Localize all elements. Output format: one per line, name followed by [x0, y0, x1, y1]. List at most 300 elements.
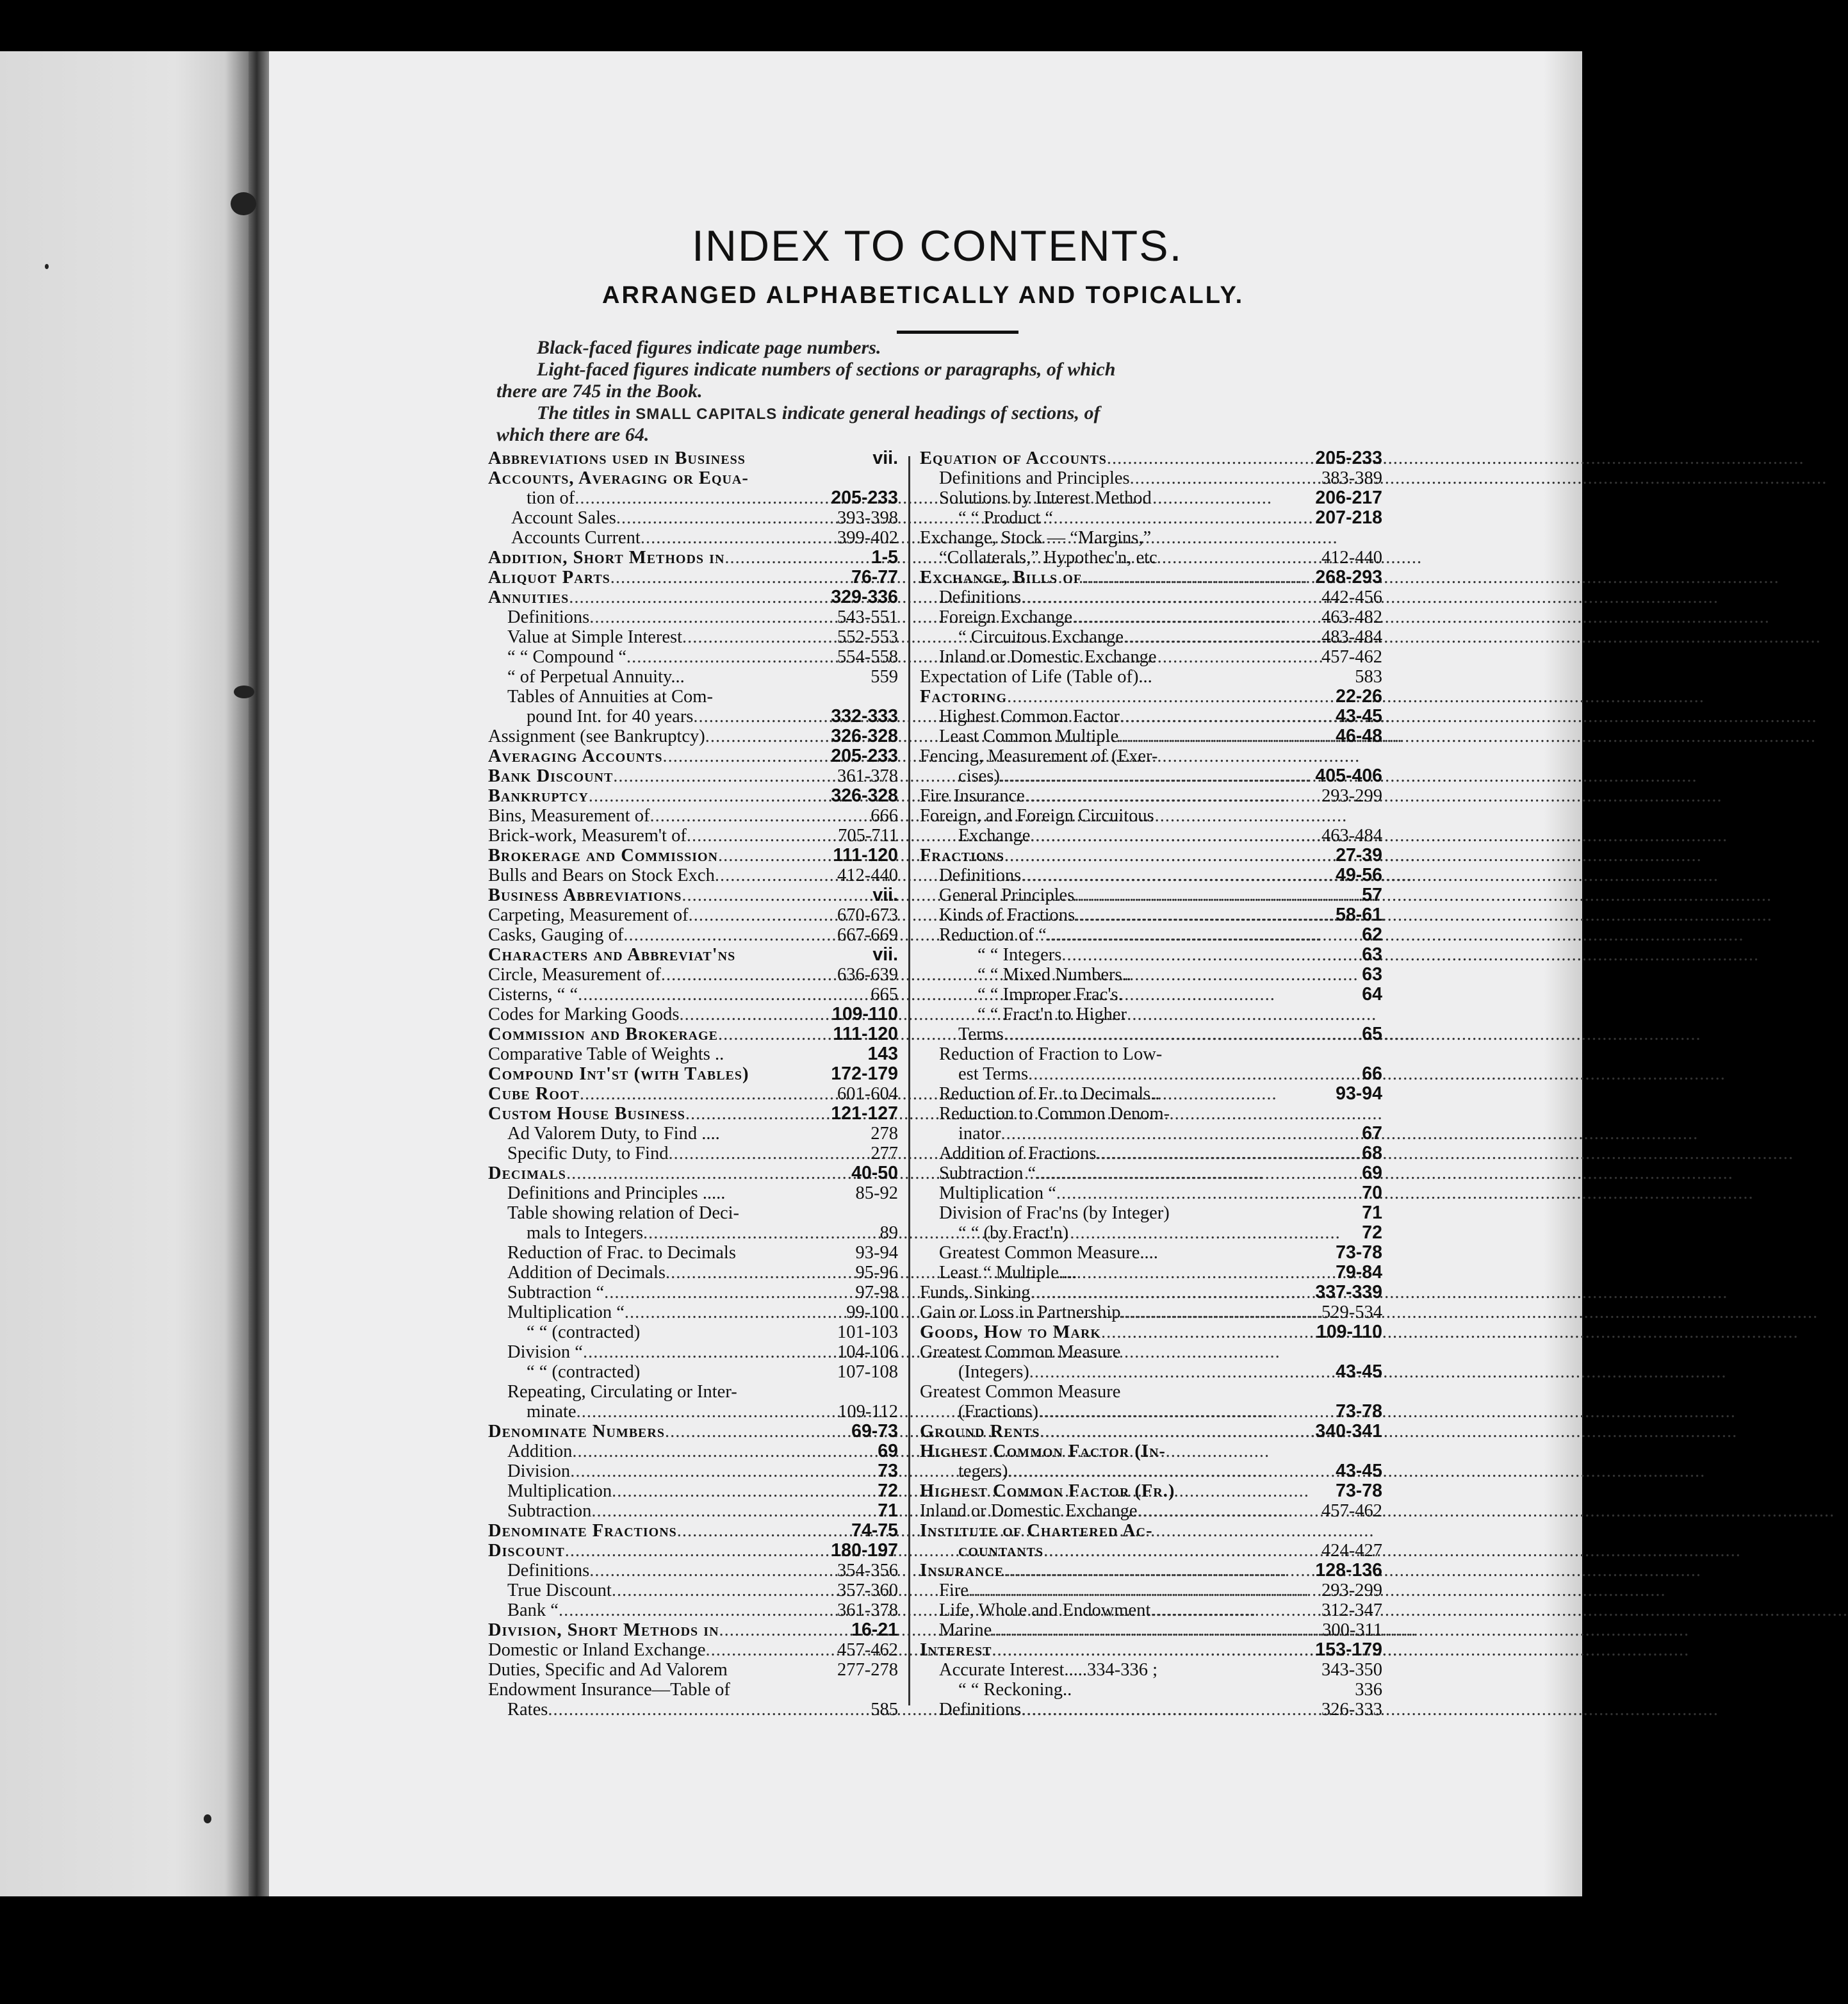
entry-label: Decimals [488, 1163, 566, 1183]
index-entry [920, 1005, 1382, 1024]
entry-label: Ground Rents [920, 1422, 1040, 1441]
entry-label: Bankruptcy [488, 786, 589, 806]
dot-leader [1120, 707, 1334, 727]
dot-leader [575, 488, 830, 508]
dot-leader [1157, 746, 1381, 766]
entry-page-ref: 343-350 [1321, 1660, 1382, 1680]
entry-label: Least Common Multiple [939, 727, 1119, 746]
entry-label: “ “ Fract'n to Higher [977, 1005, 1127, 1024]
dot-leader [687, 826, 837, 846]
index-entry [488, 1342, 898, 1362]
entry-page-ref: 67 [1362, 1123, 1382, 1144]
entry-page-ref: vii. [872, 944, 898, 965]
dot-leader [613, 766, 836, 786]
entry-page-ref: 180-197 [831, 1540, 898, 1561]
entry-page-ref: 99-100 [846, 1302, 898, 1322]
entry-page-ref: 670-673 [837, 905, 898, 925]
index-entry [488, 1521, 898, 1541]
dot-leader [1138, 1501, 1320, 1521]
dot-leader [1008, 1461, 1335, 1481]
index-entry [488, 1104, 898, 1124]
dot-leader [626, 647, 836, 667]
entry-label: Averaging Accounts [488, 746, 663, 766]
entry-page-ref: 552-553 [837, 627, 898, 647]
entry-page-ref: 65 [1362, 1024, 1382, 1044]
dot-leader [643, 1223, 878, 1243]
dot-leader [1021, 1700, 1320, 1720]
entry-page-ref: 332-333 [831, 706, 898, 727]
entry-page-ref [897, 1382, 898, 1402]
index-entry [920, 1223, 1382, 1243]
index-entry [488, 1481, 898, 1501]
entry-label: Fire Insurance [920, 786, 1025, 806]
entry-label: Value at Simple Interest [507, 627, 683, 647]
index-entry [488, 607, 898, 627]
index-entry [920, 866, 1382, 885]
entry-page-ref: 393-398 [837, 508, 898, 528]
entry-page-ref: 463-482 [1321, 607, 1382, 627]
entry-page-ref: 43-45 [1336, 1361, 1382, 1382]
entry-label: Table showing relation of Deci- [507, 1203, 740, 1223]
index-entry [488, 707, 898, 727]
entry-page-ref: 73-78 [1336, 1481, 1382, 1501]
dot-leader [589, 607, 836, 627]
entry-label: Marine [939, 1620, 992, 1640]
title-rule [897, 331, 1018, 334]
dot-leader [1153, 1521, 1381, 1541]
index-entry [920, 1044, 1382, 1064]
entry-page-ref: 293-299 [1321, 786, 1382, 806]
dot-leader [1170, 1104, 1381, 1124]
entry-label: Abbreviations used in Business [488, 448, 746, 468]
note-line [537, 402, 1100, 425]
dot-leader [576, 1402, 837, 1422]
index-entry [488, 1422, 898, 1441]
index-entry [920, 548, 1382, 568]
entry-page-ref: 665 [871, 985, 898, 1005]
entry-page-ref [1381, 1104, 1382, 1124]
entry-page-ref: 72 [1362, 1222, 1382, 1243]
dot-leader [663, 746, 830, 766]
dot-leader [713, 687, 897, 707]
index-entry [488, 568, 898, 587]
entry-page-ref: 58-61 [1336, 905, 1382, 925]
entry-label: “ Circuitous Exchange [958, 627, 1124, 647]
entry-page-ref: 278 [871, 1124, 898, 1144]
dot-leader [1120, 1342, 1381, 1362]
index-entry [920, 1024, 1382, 1044]
index-entry [920, 1183, 1382, 1203]
entry-page-ref: 1-5 [871, 547, 898, 568]
entry-label: Definitions [507, 607, 590, 627]
dot-leader [589, 1561, 836, 1581]
index-entry [488, 925, 898, 945]
entry-label: Interest [920, 1640, 992, 1660]
entry-label: Compound Int'st (with Tables) [488, 1064, 749, 1084]
entry-page-ref: 143 [867, 1044, 898, 1064]
entry-page-ref: 128-136 [1315, 1560, 1382, 1581]
dot-leader [715, 866, 836, 885]
entry-page-ref: 101-103 [837, 1322, 898, 1342]
index-entry [920, 1104, 1382, 1124]
entry-page-ref: 93-94 [1336, 1083, 1382, 1104]
entry-page-ref [1381, 806, 1382, 826]
entry-page-ref: 554-558 [837, 647, 898, 667]
index-entry [488, 1461, 898, 1481]
dot-leader [737, 1382, 897, 1402]
entry-label: “ “ Improper Frac's. [977, 985, 1123, 1005]
entry-page-ref: 442-456 [1321, 587, 1382, 607]
entry-page-ref: 66 [1362, 1064, 1382, 1084]
index-entry [488, 687, 898, 707]
index-entry [488, 1024, 898, 1044]
index-entry [488, 1581, 898, 1600]
note-text: The titles in [537, 402, 631, 423]
entry-label: Discount [488, 1541, 565, 1561]
index-entry [920, 528, 1382, 548]
dot-leader [1157, 647, 1320, 667]
entry-label: Highest Common Factor [939, 707, 1120, 727]
entry-label: Casks, Gauging of [488, 925, 624, 945]
dot-leader [1096, 1144, 1361, 1163]
entry-page-ref: 529-534 [1321, 1302, 1382, 1322]
entry-page-ref [1381, 1382, 1382, 1402]
entry-page-ref: 43-45 [1336, 706, 1382, 727]
dot-leader [1166, 1441, 1381, 1461]
entry-page-ref: 354-356 [837, 1561, 898, 1581]
index-entry [920, 925, 1382, 945]
entry-page-ref: 705-711 [838, 826, 898, 846]
index-entry [488, 1005, 898, 1024]
entry-page-ref: 383-389 [1321, 468, 1382, 488]
ink-speck [204, 1814, 211, 1823]
entry-page-ref [1381, 1044, 1382, 1064]
entry-label: Reduction of “ [939, 925, 1047, 945]
index-entry [920, 1064, 1382, 1084]
dot-leader [720, 1124, 870, 1144]
entry-label: Cisterns, “ “ [488, 985, 578, 1005]
entry-page-ref [1381, 1441, 1382, 1461]
index-entry [488, 1144, 898, 1163]
index-entry [920, 1402, 1382, 1422]
dot-leader [1170, 1203, 1361, 1223]
index-entry [920, 667, 1382, 687]
dot-leader [1157, 1660, 1320, 1680]
index-entry [920, 1441, 1382, 1461]
index-column-right [920, 448, 1382, 1720]
entry-page-ref: 457-462 [1321, 647, 1382, 667]
dot-leader [1043, 1541, 1320, 1561]
dot-leader [1074, 885, 1361, 905]
dot-leader [1157, 548, 1320, 568]
entry-label: Cube Root [488, 1084, 580, 1104]
dot-leader [666, 1263, 854, 1283]
dot-leader [1123, 985, 1361, 1005]
entry-label: Subtraction “ [507, 1283, 605, 1302]
entry-label: tion of [527, 488, 575, 508]
dot-leader [569, 587, 830, 607]
entry-page-ref: 74-75 [851, 1520, 898, 1541]
entry-label: Division, Short Methods in [488, 1620, 719, 1640]
dot-leader [1162, 1044, 1381, 1064]
dot-leader [1131, 965, 1361, 985]
dot-leader [566, 1163, 850, 1183]
dot-leader [1036, 1163, 1361, 1183]
dot-leader [705, 727, 830, 746]
dot-leader [1077, 1263, 1334, 1283]
dot-leader [589, 786, 830, 806]
entry-label: Endowment Insurance—Table of [488, 1680, 730, 1700]
entry-label: Rates [507, 1700, 548, 1720]
entry-label: “ “ Integers [977, 945, 1062, 965]
index-entry [488, 1402, 898, 1422]
dot-leader [749, 468, 897, 488]
entry-page-ref: 111-120 [833, 1024, 898, 1044]
entry-label: “ “ (by Fract'n) [958, 1223, 1069, 1243]
entry-label: Subtraction “ [939, 1163, 1036, 1183]
dot-leader [1150, 1600, 1320, 1620]
index-entry [920, 766, 1382, 786]
index-entry [920, 1362, 1382, 1382]
entry-page-ref [1381, 1005, 1382, 1024]
dot-leader [578, 985, 869, 1005]
index-entry [920, 587, 1382, 607]
index-entry [488, 1044, 898, 1064]
dot-leader [668, 1144, 869, 1163]
entry-page-ref: 69-73 [851, 1421, 898, 1441]
entry-page-ref: 69 [1362, 1163, 1382, 1183]
dot-leader [661, 965, 836, 985]
dot-leader [1004, 1024, 1361, 1044]
index-entry [488, 1640, 898, 1660]
entry-label: Annuities [488, 587, 569, 607]
dot-leader [728, 1660, 836, 1680]
dot-leader [1053, 508, 1314, 528]
entry-label: Kinds of Fractions [939, 905, 1075, 925]
ink-blot [231, 192, 256, 215]
entry-page-ref: 361-378 [837, 766, 898, 786]
entry-page-ref: 293-299 [1321, 1581, 1382, 1600]
entry-label: “ “ Compound “ [507, 647, 627, 667]
entry-page-ref: 326-333 [1321, 1700, 1382, 1720]
entry-page-ref: 109-110 [831, 1004, 898, 1024]
index-entry [920, 1144, 1382, 1163]
dot-leader [612, 1481, 876, 1501]
book-gutter [249, 51, 269, 1896]
entry-label: Definitions [507, 1561, 590, 1581]
dot-leader [1107, 448, 1314, 468]
dot-leader [1120, 1382, 1381, 1402]
dot-leader [730, 1680, 897, 1700]
entry-page-ref: 326-328 [831, 785, 898, 806]
entry-label: Comparative Table of Weights .. [488, 1044, 724, 1064]
dot-leader [1072, 607, 1320, 627]
entry-page-ref: 583 [1355, 667, 1382, 687]
index-entry [920, 1600, 1382, 1620]
entry-label: Equation of Accounts [920, 448, 1107, 468]
entry-page-ref: 206-217 [1315, 488, 1382, 508]
entry-label: Accounts, Averaging or Equa- [488, 468, 749, 488]
index-entry [488, 1283, 898, 1302]
index-entry [488, 1441, 898, 1461]
note-line: which there are 64. [496, 424, 650, 445]
dot-leader [640, 1362, 836, 1382]
index-entry [488, 1302, 898, 1322]
entry-page-ref: 268-293 [1315, 567, 1382, 587]
index-entry [488, 885, 898, 905]
dot-leader [736, 1243, 854, 1263]
entry-label: Division [507, 1461, 571, 1481]
entry-page-ref: 109-110 [1316, 1322, 1382, 1342]
entry-page-ref: 153-179 [1315, 1639, 1382, 1660]
entry-label: Foreign, and Foreign Circuitous [920, 806, 1154, 826]
entry-page-ref: 64 [1362, 984, 1382, 1005]
entry-label: Division “ [507, 1342, 583, 1362]
entry-page-ref: 68 [1362, 1143, 1382, 1163]
entry-page-ref: 559 [871, 667, 898, 687]
dot-leader [719, 1620, 851, 1640]
entry-label: Domestic or Inland Exchange [488, 1640, 706, 1660]
dot-leader [693, 707, 830, 727]
page-title: INDEX TO CONTENTS. [692, 222, 1183, 270]
dot-leader [1075, 905, 1334, 925]
entry-label: cises) [958, 766, 1000, 786]
dot-leader [1068, 1223, 1361, 1243]
index-entry [920, 1203, 1382, 1223]
index-entry [488, 1680, 898, 1700]
dot-leader [1175, 1481, 1334, 1501]
dot-leader [641, 528, 836, 548]
entry-page-ref: 109-112 [838, 1402, 898, 1422]
facing-blank-page [0, 51, 250, 1896]
entry-page-ref [1381, 1342, 1382, 1362]
dot-leader [625, 1302, 845, 1322]
entry-label: Inland or Domestic Exchange [939, 647, 1157, 667]
entry-page-ref: 62 [1362, 924, 1382, 945]
dot-leader [1124, 627, 1320, 647]
ink-speck [45, 264, 49, 269]
index-entry [488, 1660, 898, 1680]
index-entry [920, 687, 1382, 707]
entry-label: Highest Common Factor (Fr.) [920, 1481, 1175, 1501]
index-entry [488, 548, 898, 568]
entry-label: Subtraction [507, 1501, 592, 1521]
entry-page-ref: 205-233 [831, 488, 898, 508]
entry-label: est Terms [958, 1064, 1029, 1084]
entry-page-ref: 207-218 [1315, 507, 1382, 528]
entry-page-ref: 63 [1362, 964, 1382, 985]
entry-label: Addition of Fractions [939, 1144, 1097, 1163]
dot-leader [1056, 1183, 1361, 1203]
dot-leader [1000, 766, 1314, 786]
dot-leader [1151, 528, 1381, 548]
index-entry [920, 1163, 1382, 1183]
entry-page-ref: 73 [878, 1461, 898, 1481]
index-entry [488, 1700, 898, 1720]
entry-label: Bins, Measurement of [488, 806, 650, 826]
index-entry [488, 866, 898, 885]
entry-page-ref: 46-48 [1336, 726, 1382, 746]
dot-leader [739, 1203, 897, 1223]
dot-leader [685, 667, 869, 687]
index-entry [920, 1581, 1382, 1600]
entry-label: Multiplication [507, 1481, 612, 1501]
entry-page-ref: 172-179 [831, 1064, 898, 1084]
index-entry [488, 488, 898, 508]
index-entry [920, 707, 1382, 727]
entry-label: Repeating, Circulating or Inter- [507, 1382, 737, 1402]
entry-label: Definitions and Principles ..... [507, 1183, 726, 1203]
index-entry [920, 1541, 1382, 1561]
index-entry [920, 1481, 1382, 1501]
entry-page-ref: 585 [871, 1700, 898, 1720]
index-entry [488, 786, 898, 806]
dot-leader [1025, 786, 1320, 806]
entry-label: Factoring [920, 687, 1008, 707]
page-subtitle: ARRANGED ALPHABETICALLY AND TOPICALLY. [602, 282, 1245, 309]
index-entry [488, 806, 898, 826]
entry-page-ref [1381, 746, 1382, 766]
dot-leader [1154, 806, 1381, 826]
entry-label: Bank Discount [488, 766, 614, 786]
entry-page-ref: 205-233 [831, 746, 898, 766]
dot-leader [749, 1064, 830, 1084]
entry-page-ref: 336 [1355, 1680, 1382, 1700]
entry-page-ref: 16-21 [851, 1620, 898, 1640]
dot-leader [623, 925, 836, 945]
index-entry [488, 1243, 898, 1263]
entry-page-ref: 71 [1362, 1203, 1382, 1223]
entry-label: (Fractions) [958, 1402, 1039, 1422]
index-entry [920, 826, 1382, 846]
entry-label: “ “ (contracted) [527, 1322, 641, 1342]
entry-page-ref: 277-278 [837, 1660, 898, 1680]
entry-label: Brick-work, Measurem't of [488, 826, 687, 846]
entry-page-ref: 357-360 [837, 1581, 898, 1600]
entry-label: Fencing, Measurement of (Exer- [920, 746, 1158, 766]
dot-leader [1072, 1680, 1353, 1700]
entry-label: Goods, How to Mark [920, 1322, 1101, 1342]
dot-leader [580, 1084, 836, 1104]
entry-label: Terms [958, 1024, 1004, 1044]
index-entry [920, 1501, 1382, 1521]
entry-label: pound Int. for 40 years [527, 707, 694, 727]
entry-label: (Integers) [958, 1362, 1029, 1382]
dot-leader [1030, 826, 1320, 846]
index-entry [920, 806, 1382, 826]
dot-leader [1120, 1302, 1320, 1322]
entry-label: minate [527, 1402, 576, 1422]
index-entry [488, 647, 898, 667]
entry-page-ref: 22-26 [1336, 686, 1382, 707]
dot-leader [1004, 846, 1334, 866]
index-entry [488, 985, 898, 1005]
entry-label: “ “ Mixed Numbers.. [977, 965, 1131, 985]
dot-leader [706, 1640, 836, 1660]
entry-label: Addition [507, 1441, 573, 1461]
entry-page-ref: 79-84 [1336, 1262, 1382, 1283]
entry-label: Division of Frac'ns (by Integer) [939, 1203, 1170, 1223]
index-entry [920, 985, 1382, 1005]
index-entry [488, 826, 898, 846]
index-entry [920, 1640, 1382, 1660]
index-entry [920, 746, 1382, 766]
entry-label: Addition, Short Methods in [488, 548, 725, 568]
dot-leader [1101, 1322, 1315, 1342]
entry-label: Definitions and Principles [939, 468, 1130, 488]
entry-page-ref: 424-427 [1321, 1541, 1382, 1561]
entry-label: Life, Whole and Endowment [939, 1600, 1151, 1620]
